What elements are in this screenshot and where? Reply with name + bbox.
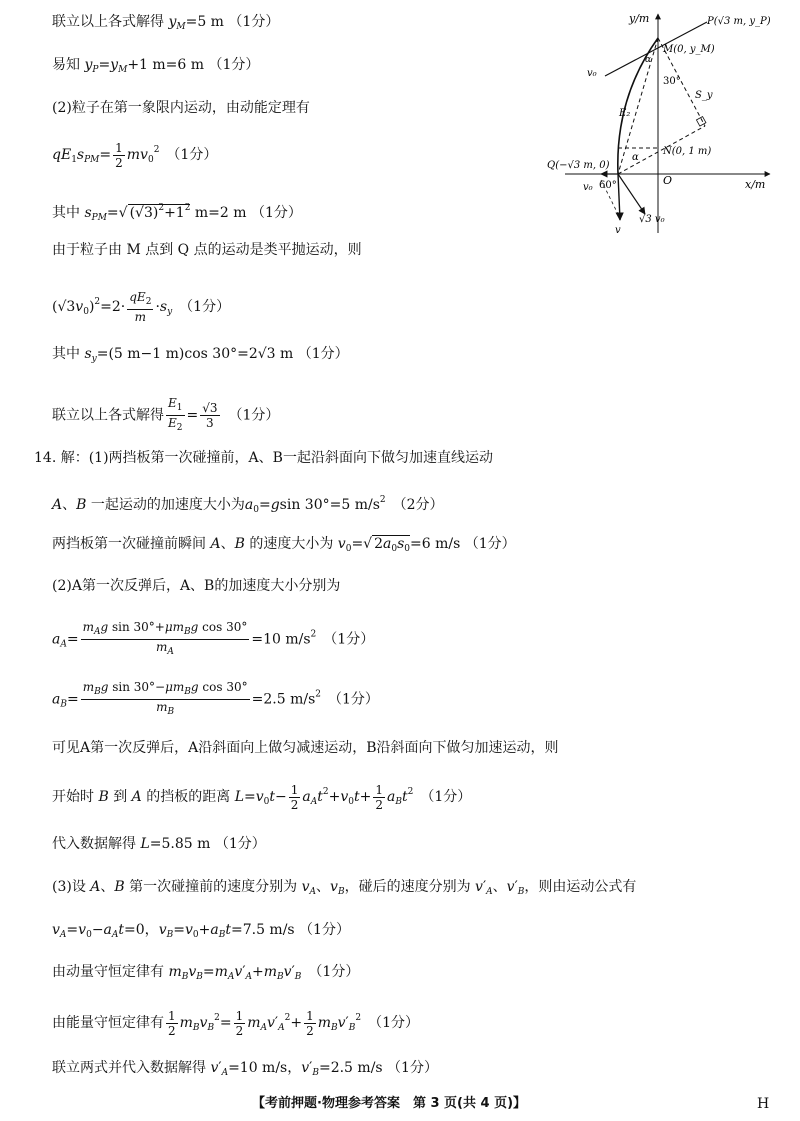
page-letter: H bbox=[757, 1096, 770, 1112]
label-60: 60° bbox=[599, 180, 617, 191]
line-15: $a_B=$ $\frac{m_Bg \sin 30^\circ-\mu m_Bg \cos 30^\circ}{m_B}$ =2.5 $m/s^2$ （1分） bbox=[52, 680, 379, 717]
line-5: 其中 $s_{PM}=√$ $(√3)^2+1^2$ m=2 m （1分） bbox=[52, 203, 302, 223]
x-axis-label: x/m bbox=[745, 178, 766, 191]
label-P: P(√3 m, y_P) bbox=[707, 16, 771, 27]
line-3: (2)粒子在第一象限内运动，由动能定理有 bbox=[52, 100, 310, 116]
trajectory-diagram bbox=[545, 8, 785, 236]
label-Q: Q(−√3 m, 0) bbox=[547, 160, 610, 171]
line-11: A、B 一起运动的加速度大小为$a_0=gsin$ 30°=5 $m/s^2$ （2分） bbox=[52, 495, 444, 515]
line-17: 开始时 B 到 A 的挡板的距离 $L=v_0t-$ $\frac{1}{2}$ $a_At^2+v_0t+$ $\frac{1}{2}$ $a_Bt^2$ （1分） bbox=[52, 782, 472, 812]
label-sqrt3v0: √3 v₀ bbox=[639, 214, 665, 225]
label-alpha: α bbox=[632, 152, 639, 163]
line-6: 由于粒子由 M 点到 Q 点的运动是类平抛运动，则 bbox=[52, 242, 362, 258]
label-v0-left: v₀ bbox=[583, 182, 593, 193]
line-20: $v_A=v_0-a_At=0$，$v_B=v_0+a_Bt=7.5$ m/s （1分） bbox=[52, 922, 350, 940]
line-2: 易知 $y_P=y_M+1$ m=6 m （1分） bbox=[52, 57, 260, 75]
line-23: 联立两式并代入数据解得 $v'_A=10$ m/s，$v'_B=2.5$ m/s （1分） bbox=[52, 1060, 438, 1078]
line-1: 联立以上各式解得 $y_M=5$ m （1分） bbox=[52, 14, 280, 32]
line-18: 代入数据解得 L=5.85 m （1分） bbox=[52, 836, 266, 852]
label-M: M(0, y_M) bbox=[663, 44, 715, 55]
label-E2: E₂ bbox=[619, 108, 631, 119]
line-22: 由能量守恒定律有 $\frac{1}{2}$ $m_Bv_B^2=$ $\frac{1}{2}$ $m_Av'_A^2+$ $\frac{1}{2}$ $m_Bv'_B^2$ （1分） bbox=[52, 1008, 419, 1038]
line-19: (3)设 A、B 第一次碰撞前的速度分别为 $v_A$、$v_B$，碰后的速度分别为 $v'_A$、$v'_B$，则由运动公式有 bbox=[52, 879, 637, 897]
line-4: $qE_1s_{PM}=$ $\frac{1}{2}$ $mv_0^2$ （1分） bbox=[52, 140, 218, 170]
line-13: (2)A第一次反弹后，A、B的加速度大小分别为 bbox=[52, 578, 341, 594]
sqrt3v0-vector bbox=[618, 174, 645, 214]
line-21: 由动量守恒定律有 $m_Bv_B=m_Av'_A+m_Bv'_B$ （1分） bbox=[52, 964, 360, 982]
label-v: v bbox=[615, 225, 621, 236]
y-axis-label: y/m bbox=[629, 12, 650, 25]
label-N: N(0, 1 m) bbox=[663, 146, 712, 157]
line-8: 其中 $s_y=(5$ m−1 m)cos 30°=2√3 m （1分） bbox=[52, 346, 349, 364]
page-footer: 【考前押题·物理参考答案 第 3 页(共 4 页)】 bbox=[252, 1096, 527, 1111]
line-10: 14. 解：(1)两挡板第一次碰撞前，A、B一起沿斜面向下做匀加速直线运动 bbox=[34, 450, 493, 466]
label-v0-top: v₀ bbox=[587, 68, 597, 79]
v-vector bbox=[618, 174, 620, 220]
line-9: 联立以上各式解得 $\frac{E_1}{E_2}$ = $\frac{√3}{3}$ （1分） bbox=[52, 396, 280, 433]
line-16: 可见A第一次反弹后，A沿斜面向上做匀减速运动，B沿斜面向下做匀加速运动，则 bbox=[52, 740, 559, 756]
label-30: 30° bbox=[663, 76, 681, 87]
label-alpha-top: α bbox=[645, 55, 652, 65]
label-Sy: S_y bbox=[695, 90, 713, 101]
line-14: $a_A=$ $\frac{m_Ag \sin 30^\circ+\mu m_Bg \cos 30^\circ}{m_A}$ =10 $m/s^2$ （1分） bbox=[52, 620, 375, 657]
line-7: $(√3v_0)^2=2\cdot$ $\frac{qE_2}{m}$ $\cdot s_y$ （1分） bbox=[52, 290, 231, 324]
origin-label: O bbox=[663, 174, 673, 187]
line-12: 两挡板第一次碰撞前瞬间 A、B 的速度大小为 $v_0=√$ $2a_0s_0=6$ m/s （1分） bbox=[52, 536, 516, 554]
